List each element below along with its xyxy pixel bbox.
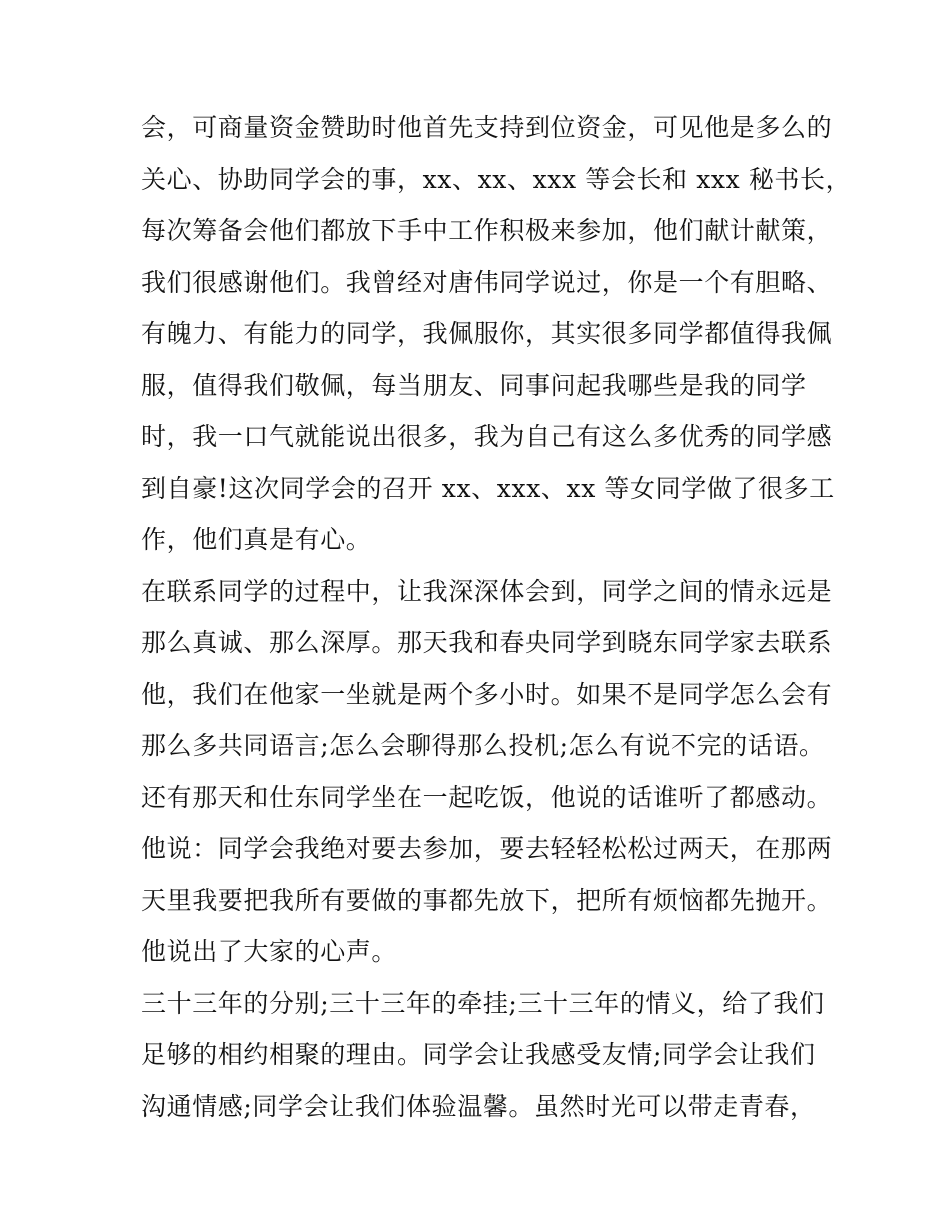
text-line: 每次筹备会他们都放下手中工作积极来参加，他们献计献策， — [141, 216, 833, 245]
text-line: 服，值得我们敬佩，每当朋友、同事问起我哪些是我的同学 — [141, 371, 807, 400]
text-line: 那么多共同语言;怎么会聊得那么投机;怎么有说不完的话语。 — [141, 731, 825, 760]
text-line: 到自豪!这次同学会的召开 xx、xxx、xx 等女同学做了很多工 — [141, 474, 835, 503]
text-line: 有魄力、有能力的同学，我佩服你，其实很多同学都值得我佩 — [141, 319, 833, 348]
text-line: 关心、协助同学会的事，xx、xx、xxx 等会长和 xxx 秘书长， — [141, 165, 852, 194]
text-line: 他说出了大家的心声。 — [141, 937, 398, 966]
text-line: 他，我们在他家一坐就是两个多小时。如果不是同学怎么会有 — [141, 680, 833, 709]
text-line: 时，我一口气就能说出很多，我为自己有这么多优秀的同学感 — [141, 422, 833, 451]
text-line: 天里我要把我所有要做的事都先放下，把所有烦恼都先抛开。 — [141, 886, 833, 915]
text-line: 足够的相约相聚的理由。同学会让我感受友情;同学会让我们 — [141, 1040, 816, 1069]
text-line: 还有那天和仕东同学坐在一起吃饭，他说的话谁听了都感动。 — [141, 783, 833, 812]
text-line: 那么真诚、那么深厚。那天我和春央同学到晓东同学家去联系 — [141, 628, 833, 657]
text-line: 我们很感谢他们。我曾经对唐伟同学说过，你是一个有胆略、 — [141, 268, 833, 297]
text-line: 在联系同学的过程中，让我深深体会到，同学之间的情永远是 — [141, 577, 833, 606]
text-line: 作，他们真是有心。 — [141, 525, 372, 554]
text-line: 他说：同学会我绝对要去参加，要去轻轻松松过两天，在那两 — [141, 834, 833, 863]
text-line: 沟通情感;同学会让我们体验温馨。虽然时光可以带走青春， — [141, 1092, 816, 1121]
text-line: 会，可商量资金赞助时他首先支持到位资金，可见他是多么的 — [141, 113, 833, 142]
text-line: 三十三年的分别;三十三年的牵挂;三十三年的情义，给了我们 — [141, 989, 825, 1018]
